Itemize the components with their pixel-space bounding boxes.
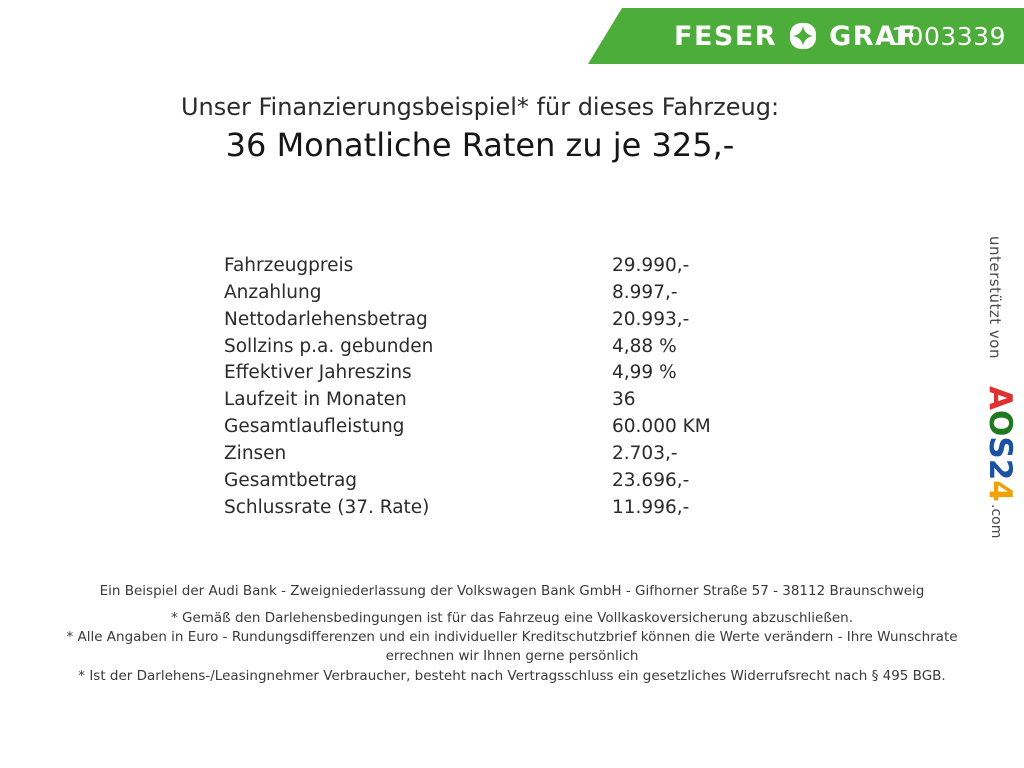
table-row	[224, 256, 711, 283]
row-label: Schlussrate (37. Rate)	[224, 496, 430, 518]
page-subtitle: 36 Monatliche Raten zu je 325,-	[225, 126, 735, 164]
footnote-withdrawal-right: * Ist der Darlehens-/Leasingnehmer Verbraucher, besteht nach Vertragsschluss ein gesetzliches Widerrufsrecht nach § 495 BGB.	[78, 667, 946, 684]
footnote-currency: * Alle Angaben in Euro - Rundungsdifferenzen und ein individueller Kreditschutzbrief können die Werte verändern - Ihre Wunschrate errechnen wir Ihnen gerne persönlich	[66, 629, 958, 665]
row-label: Anzahlung	[224, 281, 322, 303]
aos24-domain: .com	[988, 504, 1004, 539]
aos24-letter-1: A	[982, 386, 1018, 410]
footnotes	[0, 582, 1024, 686]
aos24-logo	[982, 386, 1018, 502]
supported-by-credit	[978, 236, 1018, 539]
table-row	[224, 417, 711, 444]
title-block	[0, 92, 960, 167]
table-row	[224, 498, 711, 525]
table-row	[224, 310, 711, 337]
row-value: 4,99 %	[612, 362, 677, 384]
row-label: Fahrzeugpreis	[224, 255, 354, 276]
brand-name-part2: GRAF	[829, 20, 918, 52]
table-row	[224, 337, 711, 364]
row-value: 2.703,-	[612, 442, 678, 464]
footnote-insurance: * Gemäß den Darlehensbedingungen ist für das Fahrzeug eine Vollkaskoversicherung abzuschließen.	[170, 610, 854, 627]
row-value: 23.696,-	[612, 469, 690, 491]
table-row	[224, 444, 711, 471]
supported-by-label: unterstützt von	[986, 236, 1004, 359]
brand-name-part1: FESER	[674, 20, 778, 52]
row-value: 36	[612, 389, 636, 411]
brand-logo	[674, 21, 917, 52]
table-row	[224, 390, 711, 417]
header-banner	[0, 8, 1024, 64]
aos24-letter-4: 2	[982, 458, 1018, 481]
aos24-letter-3: S	[982, 436, 1018, 459]
finance-table	[224, 256, 711, 524]
finance-table-body	[224, 256, 711, 524]
row-label: Nettodarlehensbetrag	[224, 308, 428, 330]
row-label: Zinsen	[224, 442, 287, 464]
stock-number: 1003339	[891, 21, 1006, 51]
page-title: Unser Finanzierungsbeispiel* für dieses Fahrzeug:	[180, 93, 780, 121]
row-label: Laufzeit in Monaten	[224, 389, 407, 411]
row-label: Gesamtlaufleistung	[224, 416, 405, 438]
row-label: Gesamtbetrag	[224, 469, 358, 491]
aos24-letter-2: O	[982, 410, 1018, 437]
aos24-letter-5: 4	[982, 480, 1018, 502]
footnote-bank-info: Ein Beispiel der Audi Bank - Zweigniederlassung der Volkswagen Bank GmbH - Gifhorner Straße 57 - 38112 Braunschweig	[99, 583, 925, 599]
row-value: 4,88 %	[612, 335, 677, 357]
row-value: 11.996,-	[612, 496, 690, 518]
row-value: 20.993,-	[612, 308, 690, 330]
row-value: 29.990,-	[612, 255, 690, 276]
clover-icon	[790, 23, 816, 49]
row-label: Sollzins p.a. gebunden	[224, 335, 434, 357]
row-label: Effektiver Jahreszins	[224, 362, 412, 384]
table-row	[224, 363, 711, 390]
row-value: 8.997,-	[612, 281, 678, 303]
table-row	[224, 283, 711, 310]
row-value: 60.000 KM	[612, 416, 711, 438]
table-row	[224, 471, 711, 498]
